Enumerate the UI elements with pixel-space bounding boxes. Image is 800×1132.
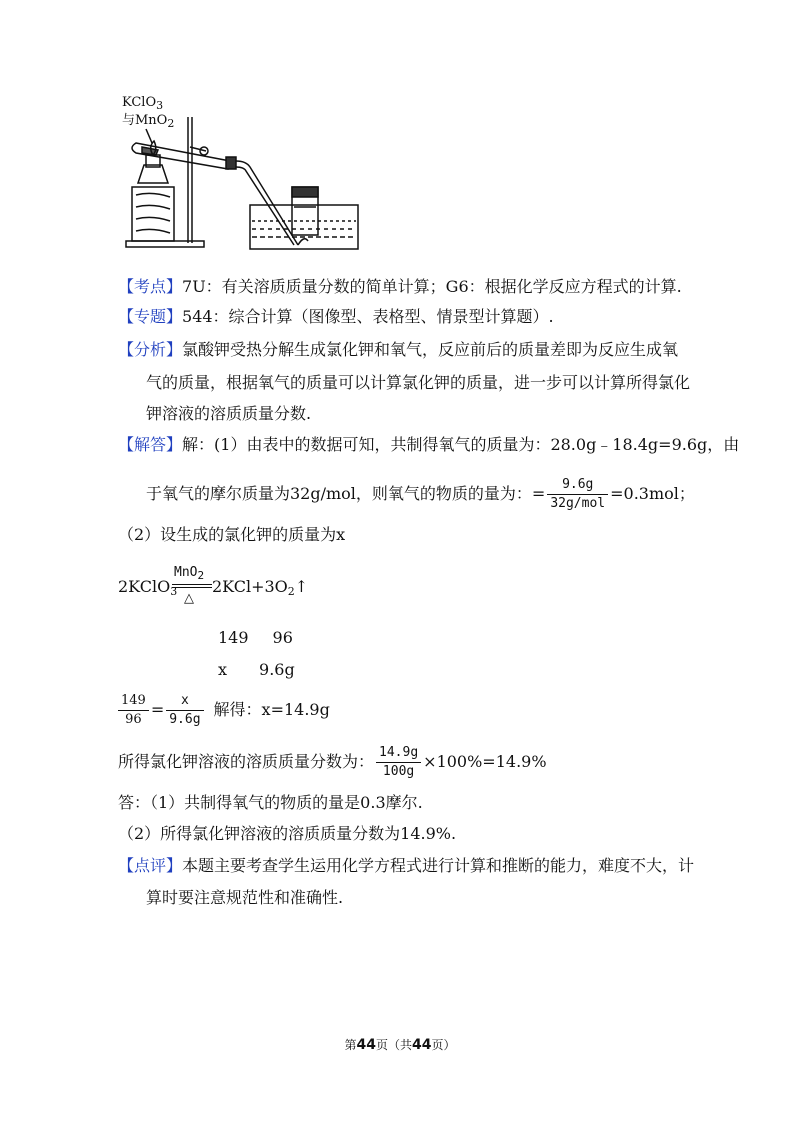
zhuanti-line (118, 306, 554, 328)
apparatus-figure (118, 95, 363, 255)
fenxi-tag: 【分析】 (118, 340, 183, 359)
dianping-line1: 【点评】本题主要考查学生运用化学方程式进行计算和推断的能力，难度不大，计 (118, 856, 695, 875)
fenxi-line3: 钾溶液的溶质质量分数. (146, 404, 312, 423)
ratio-right: $\frac{x}{9.6g}$ (166, 693, 203, 728)
apparatus-drawing (118, 95, 363, 255)
reaction-condition-catalyst: MnO$_2$ (174, 565, 205, 582)
jieda-line2: 于氧气的摩尔质量为32g/mol，则氧气的物质的量为：= $\frac{9.6g}{\text{32g/mol}}$ =0.3mol； (146, 477, 695, 511)
figure-label-mno2: 与MnO$_2$ (122, 113, 175, 130)
answer-2: （2）所得氯化钾溶液的溶质质量分数为14.9%. (118, 824, 457, 843)
page-footer: 第44页（共44页） (344, 1037, 456, 1053)
step2-line: （2）设生成的氯化钾的质量为x (118, 525, 346, 544)
fenxi-line1: 【分析】氯酸钾受热分解生成氯化钾和氧气，反应前后的质量差即为反应生成氧 (118, 340, 679, 359)
kaodian-text: 7U：有关溶质质量分数的简单计算；G6：根据化学反应方程式的计算. (182, 277, 682, 296)
mass-row-1: 149 96 (218, 628, 293, 647)
percent-fraction: $\frac{14.9g}{100g}$ (376, 745, 421, 780)
dianping-line2: 算时要注意规范性和准确性. (146, 888, 344, 907)
page-total: 44 (412, 1037, 432, 1053)
answer-1: 答：（1）共制得氧气的物质的量是0.3摩尔. (118, 793, 423, 812)
page-number: 44 (356, 1037, 376, 1053)
proportion-line: $\frac{149}{96}$ = $\frac{x}{9.6g}$ 解得：x=14.9g (116, 690, 330, 730)
zhuanti-tag: 【专题】 (118, 307, 183, 326)
jieda-line1: 【解答】解：(1）由表中的数据可知，共制得氧气的质量为：28.0g﹣18.4g=9.6g，由 (118, 435, 740, 454)
zhuanti-text: 544：综合计算（图像型、表格型、情景型计算题）. (182, 307, 554, 326)
figure-label-kclo3: KClO$_3$ (122, 95, 164, 112)
percent-line: 所得氯化钾溶液的溶质质量分数为： $\frac{14.9g}{100g}$ ×100%=14.9% (118, 745, 547, 779)
mass-row-2: x 9.6g (218, 660, 295, 679)
dianping-tag: 【点评】 (118, 856, 183, 875)
reaction-condition-heat: △ (184, 591, 194, 606)
jieda-tag: 【解答】 (118, 435, 183, 454)
kaodian-tag: 【考点】 (118, 277, 183, 296)
kaodian-line (118, 276, 682, 298)
moles-fraction: $\frac{9.6g}{\text{32g/mol}}$ (547, 477, 608, 512)
fenxi-line2: 气的质量，根据氧气的质量可以计算氯化钾的质量，进一步可以计算所得氯化 (146, 373, 691, 392)
ratio-left: $\frac{149}{96}$ (118, 693, 149, 728)
